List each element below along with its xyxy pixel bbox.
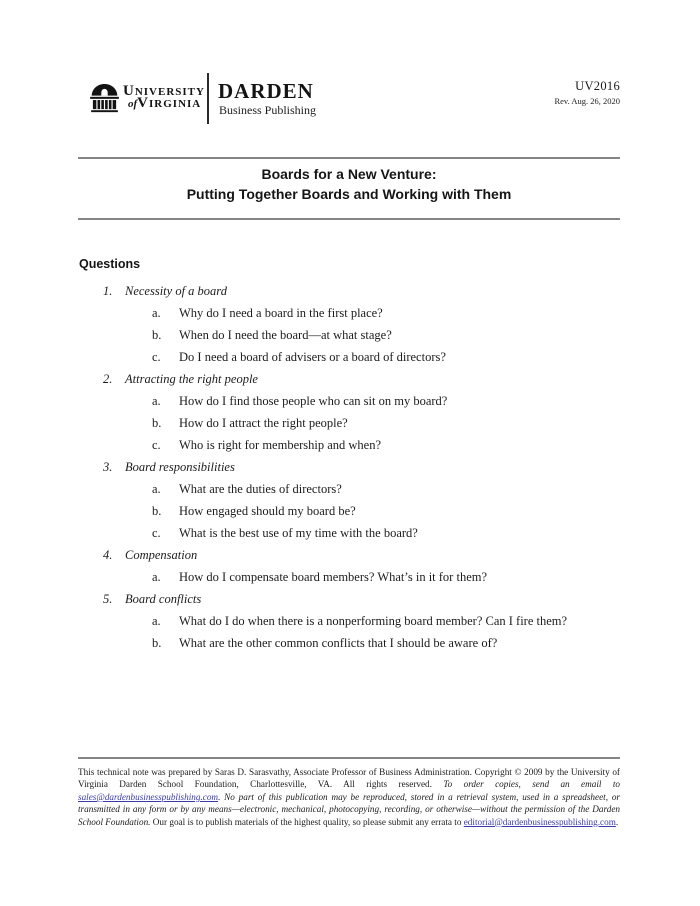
footer-period: . <box>615 816 619 827</box>
sub-question-text: Do I need a board of advisers or a board of directors? <box>179 350 446 364</box>
sub-question-letter: a. <box>152 482 161 496</box>
document-number: UV2016 <box>575 79 620 93</box>
question-number: 2. <box>103 372 113 386</box>
sub-question-text: What are the duties of directors? <box>179 482 342 496</box>
university-word: University <box>123 83 205 99</box>
document-id-block <box>554 79 620 106</box>
question-number: 5. <box>103 592 113 606</box>
sub-question-letter: c. <box>152 350 161 364</box>
question-topic: Attracting the right people <box>125 372 258 386</box>
question-sub-row <box>0 478 660 500</box>
question-sub-row <box>0 390 660 412</box>
sub-question-letter: b. <box>152 636 162 650</box>
sub-question-letter: c. <box>152 438 161 452</box>
horizontal-rule-footer <box>78 757 620 759</box>
of-word: of <box>128 98 138 110</box>
question-topic-row <box>0 456 660 478</box>
title-line-2: Putting Together Boards and Working with Them <box>186 186 512 202</box>
question-topic-row <box>0 280 660 302</box>
question-topic: Board responsibilities <box>125 460 235 474</box>
revision-date: Rev. Aug. 26, 2020 <box>554 96 620 106</box>
question-sub-row <box>0 434 660 456</box>
sub-question-text: How engaged should my board be? <box>179 504 356 518</box>
sub-question-text: Who is right for membership and when? <box>179 438 382 452</box>
sub-question-letter: b. <box>152 416 162 430</box>
footer-goal-text: Our goal is to publish materials of the highest quality, so please submit any errata to <box>150 816 464 827</box>
question-sub-row <box>0 412 660 434</box>
horizontal-rule-top <box>78 157 620 159</box>
question-topic: Necessity of a board <box>125 284 227 298</box>
sub-question-letter: a. <box>152 394 161 408</box>
question-number: 3. <box>103 460 113 474</box>
question-sub-row <box>0 302 660 324</box>
question-topic: Board conflicts <box>125 592 202 606</box>
horizontal-rule-below-title <box>78 218 620 220</box>
sub-question-text: How do I compensate board members? What’s in it for them? <box>179 570 488 584</box>
rotunda-icon <box>89 83 120 113</box>
sub-question-text: What are the other common conflicts that I should be aware of? <box>179 636 498 650</box>
sub-question-letter: a. <box>152 614 161 628</box>
sub-question-text: How do I find those people who can sit on my board? <box>179 394 448 408</box>
footer-note <box>78 766 620 828</box>
university-logotype <box>123 85 205 111</box>
question-sub-row <box>0 346 660 368</box>
question-sub-row <box>0 610 660 632</box>
question-sub-row <box>0 632 660 654</box>
question-sub-row <box>0 500 660 522</box>
sub-question-text: What is the best use of my time with the board? <box>179 526 418 540</box>
virginia-word: ofVirginia <box>128 95 202 111</box>
sub-question-text: How do I attract the right people? <box>179 416 348 430</box>
footer-no-part-text: . No part of this publication may be reproduced, stored in a retrieval system, used in a spreadsheet, or transmitted in any form or by any means—electronic, mechanical, photocopying, recording, or otherwise—without the permission of the Darden School Foundation. <box>78 791 620 827</box>
questions-heading: Questions <box>79 257 141 271</box>
darden-wordmark: DARDEN <box>218 79 314 103</box>
sub-question-letter: b. <box>152 504 162 518</box>
editorial-email-link[interactable]: editorial@dardenbusinesspublishing.com <box>463 816 616 827</box>
sub-question-letter: b. <box>152 328 162 342</box>
question-number: 1. <box>103 284 113 298</box>
page-title <box>78 164 620 204</box>
sales-email-link[interactable]: sales@dardenbusinesspublishing.com <box>78 791 219 802</box>
question-topic: Compensation <box>125 548 198 562</box>
questions-list <box>0 280 660 654</box>
logo-divider <box>207 73 209 124</box>
sub-question-text: What do I do when there is a nonperforming board member? Can I fire them? <box>179 614 568 628</box>
title-line-1: Boards for a New Venture: <box>261 166 437 182</box>
footer-copyright-text: This technical note was prepared by Saras D. Sarasvathy, Associate Professor of Business Administration. Copyright © 2009 by the University of Virginia Darden School Foundation, Charlottesville, VA. All rights reserved. <box>78 767 620 790</box>
question-sub-row <box>0 522 660 544</box>
sub-question-text: When do I need the board—at what stage? <box>179 328 392 342</box>
sub-question-letter: c. <box>152 526 161 540</box>
business-publishing-label: Business Publishing <box>219 103 317 117</box>
sub-question-letter: a. <box>152 570 161 584</box>
footer-order-copies-text: To order copies, send an email to <box>443 779 620 790</box>
question-sub-row <box>0 566 660 588</box>
question-topic-row <box>0 544 660 566</box>
question-number: 4. <box>103 548 113 562</box>
question-topic-row <box>0 368 660 390</box>
question-topic-row <box>0 588 660 610</box>
sub-question-letter: a. <box>152 306 161 320</box>
sub-question-text: Why do I need a board in the first place? <box>179 306 383 320</box>
question-sub-row <box>0 324 660 346</box>
